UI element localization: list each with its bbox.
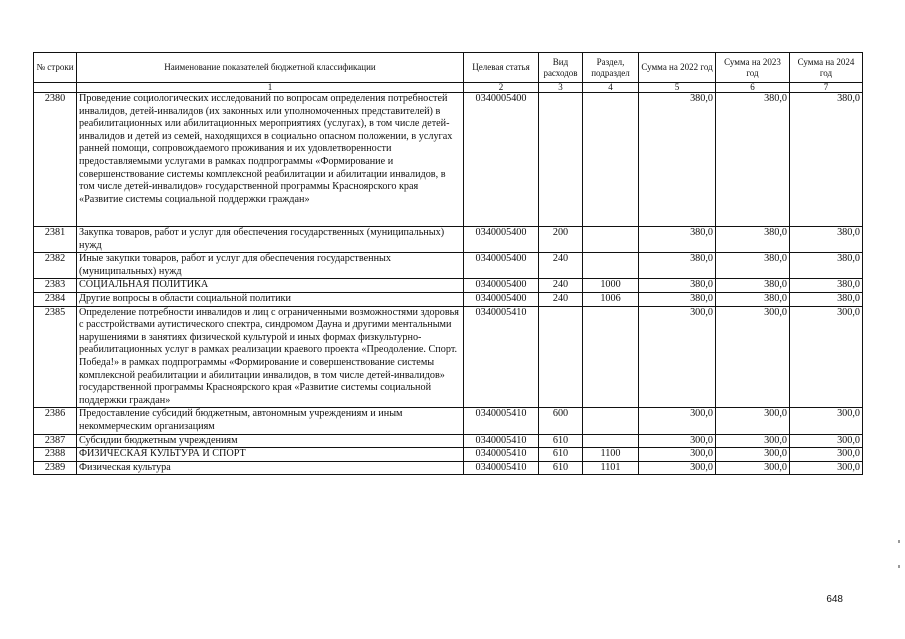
- row-kind: 240: [539, 292, 583, 306]
- row-name: СОЦИАЛЬНАЯ ПОЛИТИКА: [77, 279, 464, 293]
- row-sum-2022: 300,0: [639, 306, 716, 408]
- row-target: 0340005400: [464, 93, 539, 227]
- table-row: [34, 408, 863, 434]
- header-row: [34, 53, 863, 83]
- row-sum-2022: 300,0: [639, 448, 716, 462]
- column-number: 7: [790, 83, 863, 93]
- table-row: [34, 306, 863, 408]
- column-number: 1: [77, 83, 464, 93]
- row-kind: 240: [539, 253, 583, 279]
- row-number: 2383: [34, 279, 77, 293]
- page-number: 648: [826, 594, 843, 605]
- row-target: 0340005400: [464, 292, 539, 306]
- row-kind: 240: [539, 279, 583, 293]
- row-section: [583, 434, 639, 448]
- row-kind: 610: [539, 448, 583, 462]
- row-sum-2023: 300,0: [716, 461, 790, 475]
- row-number: 2386: [34, 408, 77, 434]
- row-section: [583, 306, 639, 408]
- row-sum-2022: 380,0: [639, 227, 716, 253]
- column-number: 4: [583, 83, 639, 93]
- row-sum-2024: 380,0: [790, 292, 863, 306]
- row-name: Другие вопросы в области социальной политики: [77, 292, 464, 306]
- row-target: 0340005410: [464, 434, 539, 448]
- row-sum-2024: 300,0: [790, 306, 863, 408]
- row-target: 0340005410: [464, 448, 539, 462]
- row-number: 2388: [34, 448, 77, 462]
- row-number: 2389: [34, 461, 77, 475]
- row-target: 0340005410: [464, 461, 539, 475]
- table-row: [34, 279, 863, 293]
- row-number: 2380: [34, 93, 77, 227]
- row-sum-2023: 380,0: [716, 279, 790, 293]
- column-number: 5: [639, 83, 716, 93]
- row-section: 1006: [583, 292, 639, 306]
- row-sum-2022: 380,0: [639, 253, 716, 279]
- table-row: [34, 227, 863, 253]
- table-row: [34, 434, 863, 448]
- row-target: 0340005410: [464, 306, 539, 408]
- column-number: 6: [716, 83, 790, 93]
- row-target: 0340005400: [464, 279, 539, 293]
- row-sum-2023: 300,0: [716, 408, 790, 434]
- row-number: 2381: [34, 227, 77, 253]
- budget-table: [33, 52, 863, 475]
- row-name: ФИЗИЧЕСКАЯ КУЛЬТУРА И СПОРТ: [77, 448, 464, 462]
- header-name: Наименование показателей бюджетной классификации: [77, 53, 464, 83]
- row-sum-2022: 380,0: [639, 292, 716, 306]
- header-sum-2022: Сумма на 2022 год: [639, 53, 716, 83]
- row-sum-2024: 380,0: [790, 227, 863, 253]
- row-target: 0340005400: [464, 253, 539, 279]
- row-name: Предоставление субсидий бюджетным, автономным учреждениям и иным некоммерческим организациям: [77, 408, 464, 434]
- row-name: Закупка товаров, работ и услуг для обеспечения государственных (муниципальных) нужд: [77, 227, 464, 253]
- row-sum-2023: 300,0: [716, 306, 790, 408]
- row-kind: 200: [539, 227, 583, 253]
- row-sum-2022: 380,0: [639, 279, 716, 293]
- row-sum-2024: 300,0: [790, 408, 863, 434]
- row-name: Определение потребности инвалидов и лиц с ограниченными возможностями здоровья с расстройствами аутистического спектра, синдромом Дауна и другими ментальными нарушениями в занятиях физической культурой и иных формах физкультурно-реабилитационных услуг в рамках реализации краевого проекта «Преодоление. Спорт. Победа!» в рамках подпрограммы «Формирование и совершенствование системы комплексной реабилитации и абилитации инвалидов, в том числе детей-инвалидов» государственной программы Красноярского края «Развитие системы социальной поддержки граждан»: [77, 306, 464, 408]
- row-section: 1101: [583, 461, 639, 475]
- table-row: [34, 448, 863, 462]
- column-number: 2: [464, 83, 539, 93]
- row-sum-2023: 380,0: [716, 227, 790, 253]
- row-number: 2384: [34, 292, 77, 306]
- header-kind: Вид расходов: [539, 53, 583, 83]
- table-row: [34, 292, 863, 306]
- row-section: 1000: [583, 279, 639, 293]
- row-kind: 610: [539, 434, 583, 448]
- row-name: Субсидии бюджетным учреждениям: [77, 434, 464, 448]
- row-sum-2023: 300,0: [716, 448, 790, 462]
- row-sum-2024: 380,0: [790, 279, 863, 293]
- row-sum-2023: 380,0: [716, 253, 790, 279]
- row-sum-2024: 300,0: [790, 461, 863, 475]
- row-kind: 610: [539, 461, 583, 475]
- column-number: [34, 83, 77, 93]
- row-kind: 600: [539, 408, 583, 434]
- row-sum-2022: 380,0: [639, 93, 716, 227]
- row-target: 0340005400: [464, 227, 539, 253]
- row-name: Иные закупки товаров, работ и услуг для обеспечения государственных (муниципальных) нужд: [77, 253, 464, 279]
- row-sum-2023: 380,0: [716, 93, 790, 227]
- row-section: [583, 227, 639, 253]
- row-name: Проведение социологических исследований по вопросам определения потребностей инвалидов, детей-инвалидов (их законных или уполномоченных представителей) в реабилитационных или абилитационных мероприятиях (услугах), в том числе детей-инвалидов и детей из семей, находящихся в социально опасном положении, в услугах ранней помощи, сопровождаемого проживания и их удовлетворенности предоставляемыми услугами в рамках подпрограммы «Формирование и совершенствование системы комплексной реабилитации и абилитации инвалидов, в том числе детей-инвалидов» государственной программы Красноярского края «Развитие системы социальной поддержки граждан»: [77, 93, 464, 227]
- table-row: [34, 461, 863, 475]
- row-number: 2382: [34, 253, 77, 279]
- row-sum-2023: 380,0: [716, 292, 790, 306]
- row-number: 2387: [34, 434, 77, 448]
- scan-mark: [898, 565, 900, 568]
- row-section: [583, 93, 639, 227]
- table-row: [34, 93, 863, 227]
- row-kind: [539, 306, 583, 408]
- row-section: [583, 408, 639, 434]
- header-target: Целевая статья: [464, 53, 539, 83]
- header-row-no: № строки: [34, 53, 77, 83]
- row-sum-2024: 380,0: [790, 253, 863, 279]
- header-sum-2024: Сумма на 2024 год: [790, 53, 863, 83]
- row-kind: [539, 93, 583, 227]
- column-number: 3: [539, 83, 583, 93]
- row-sum-2023: 300,0: [716, 434, 790, 448]
- row-section: [583, 253, 639, 279]
- row-sum-2022: 300,0: [639, 408, 716, 434]
- header-sum-2023: Сумма на 2023 год: [716, 53, 790, 83]
- row-number: 2385: [34, 306, 77, 408]
- row-target: 0340005410: [464, 408, 539, 434]
- header-section: Раздел, подраздел: [583, 53, 639, 83]
- row-sum-2022: 300,0: [639, 434, 716, 448]
- column-number-row: [34, 83, 863, 93]
- table-row: [34, 253, 863, 279]
- row-name: Физическая культура: [77, 461, 464, 475]
- row-sum-2024: 300,0: [790, 434, 863, 448]
- row-sum-2024: 380,0: [790, 93, 863, 227]
- scan-mark: [898, 540, 900, 543]
- row-section: 1100: [583, 448, 639, 462]
- row-sum-2022: 300,0: [639, 461, 716, 475]
- row-sum-2024: 300,0: [790, 448, 863, 462]
